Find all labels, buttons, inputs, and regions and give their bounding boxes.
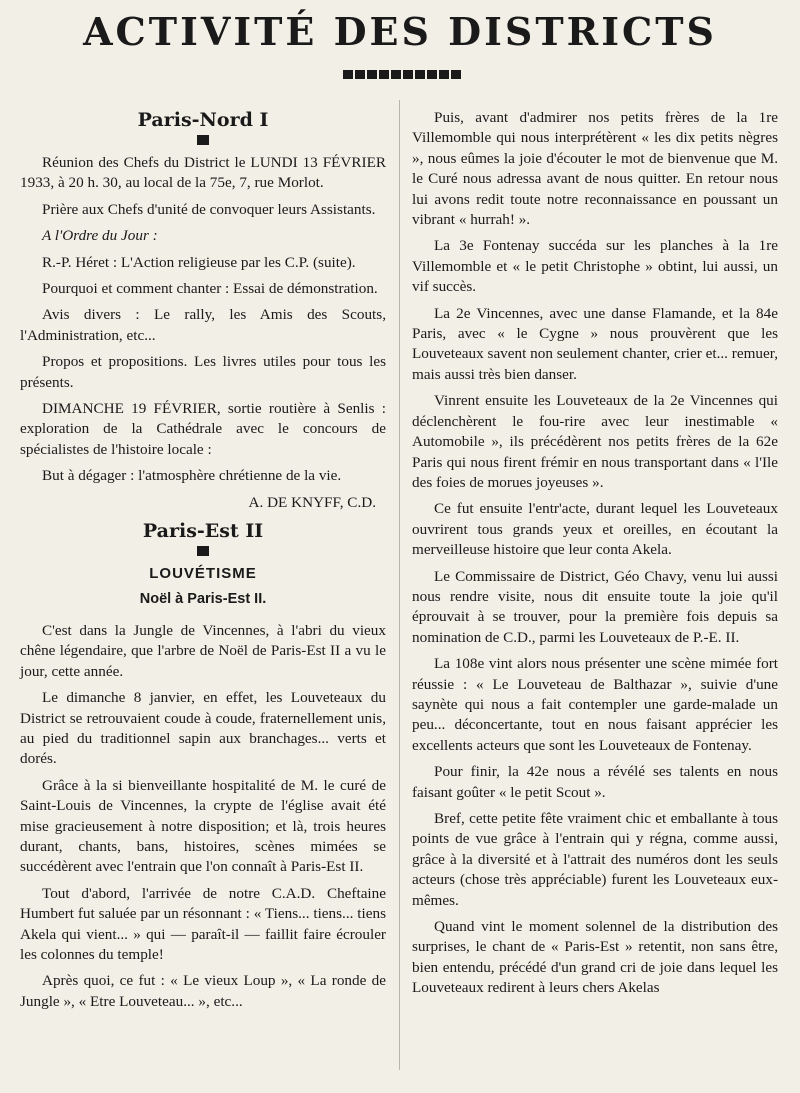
paragraph: Le dimanche 8 janvier, en effet, les Louveteaux du District se retrouvaient coude à coude, fraternellement unis, au pied du traditionnel sapin aux branchages... verts et dorés. — [20, 689, 386, 768]
paragraph: Propos et propositions. Les livres utiles pour tous les présents. — [20, 353, 386, 391]
right-column — [412, 108, 778, 1005]
section-square-ornament — [197, 546, 209, 556]
paragraph: Quand vint le moment solennel de la distribution des surprises, le chant de « Paris-Est » retentit, non sans être, bien entendu, précédé d'un grand cri de joie dans lequel les Louveteaux redirent à leurs chers Akelas — [412, 918, 778, 997]
column-divider — [399, 100, 400, 1070]
paragraph: Grâce à la si bienveillante hospitalité de M. le curé de Saint-Louis de Vincennes, la crypte de l'église avait été mise gracieusement à notre disposition; et là, trois heures durant, chants, bans, histoires, scènes mimées se succédèrent avec l'entrain que l'on connaît à Paris-Est II. — [20, 776, 386, 876]
paragraph: Le Commissaire de District, Géo Chavy, venu lui aussi nous rendre visite, nous dit ensuite toute la joie qu'il éprouvait à se trouver, pour la première fois depuis sa nomination de C.D., parmi les Louveteaux de P.-E. II. — [412, 567, 778, 646]
section-square-ornament — [197, 135, 209, 145]
paragraph: Pour finir, la 42e nous a révélé ses talents en nous faisant goûter « le petit Scout ». — [412, 763, 778, 801]
paragraph: Prière aux Chefs d'unité de convoquer leurs Assistants. — [42, 200, 376, 218]
paragraph: Après quoi, ce fut : « Le vieux Loup », « La ronde de Jungle », « Etre Louveteau... », etc... — [20, 972, 386, 1010]
paragraph: La 3e Fontenay succéda sur les planches à la 1re Villemomble et « le petit Christophe » obtint, lui aussi, un vif succès. — [412, 237, 778, 296]
paragraph: But à dégager : l'atmosphère chrétienne de la vie. — [42, 467, 342, 485]
paragraph: C'est dans la Jungle de Vincennes, à l'abri du vieux chêne légendaire, que l'arbre de Noël de Paris-Est II a vu le jour, cette année. — [20, 621, 386, 680]
paragraph: Avis divers : Le rally, les Amis des Scouts, l'Administration, etc... — [20, 306, 386, 344]
signature: A. DE KNYFF, C.D. — [248, 493, 376, 511]
paragraph: Réunion des Chefs du District le LUNDI 13 FÉVRIER 1933, à 20 h. 30, au local de la 75e, 7, rue Morlot. — [20, 154, 386, 192]
title-ornament — [343, 70, 461, 79]
paragraph: Ce fut ensuite l'entr'acte, durant lequel les Louveteaux ouvrirent tous grands yeux et oreilles, en écoutant la merveilleuse histoire que leur conta Akela. — [412, 500, 778, 559]
paragraph: Bref, cette petite fête vraiment chic et emballante à tous points de vue grâce à l'entrain qui y régna, comme aussi, grâce à la diversité et à l'attrait des numéros dont les seuls acteurs (chose très appréciable) furent les Louveteaux eux-mêmes. — [412, 810, 778, 909]
paragraph: Tout d'abord, l'arrivée de notre C.A.D. Cheftaine Humbert fut saluée par un résonnant : « Tiens... tiens... tiens Akela qui vient... » qui — paraît-il — faillit faire écrouler les colonnes du temple! — [20, 884, 386, 963]
paragraph: Vinrent ensuite les Louveteaux de la 2e Vincennes qui déclenchèrent le fou-rire avec leur inestimable « Automobile », ils précédèrent nos petits frères de la 62e Paris qui nous firent frémir en nous transportant dans « l'Ile des foies de morues joyeuses ». — [412, 392, 778, 491]
article-title: Noël à Paris-Est II. — [139, 590, 267, 607]
paragraph: Puis, avant d'admirer nos petits frères de la 1re Villemomble qui nous interprétèrent « les dix petits nègres », nous eûmes la joie d'écouter le mot de bienvenue que M. le Curé nous adressa avant de nous quitter. En retour nous lui avons redit toute notre reconnaissance en poussant un vibrant « hurrah! ». — [412, 109, 778, 229]
district-heading-paris-est: Paris-Est II — [142, 520, 264, 543]
paragraph: La 108e vint alors nous présenter une scène mimée fort réussie : « Le Louveteau de Balthazar », suivie d'une saynète qui nous a fait contempler une garde-malade un peu... déconcertante, tout en nous faisant apprécier les excellents acteurs que sont les Louveteaux de Fontenay. — [412, 655, 778, 754]
agenda-heading: A l'Ordre du Jour : — [42, 227, 158, 245]
paragraph: Pourquoi et comment chanter : Essai de démonstration. — [42, 280, 378, 298]
district-heading-paris-nord: Paris-Nord I — [137, 109, 269, 131]
section-title: LOUVÉTISME — [149, 565, 257, 583]
paragraph: DIMANCHE 19 FÉVRIER, sortie routière à Senlis : exploration de la Cathédrale avec le concours de spécialistes de l'histoire locale : — [20, 400, 386, 458]
page-title: ACTIVITÉ DES DISTRICTS — [83, 9, 717, 54]
paragraph: La 2e Vincennes, avec une danse Flamande, et la 84e Paris, avec « le Cygne » nous prouvèrent que les Louveteaux savent non seulement chanter, crier et... remuer, mais aussi très bien danser. — [412, 304, 778, 383]
left-column — [20, 108, 386, 1018]
paragraph: R.-P. Héret : L'Action religieuse par les C.P. (suite). — [42, 253, 356, 271]
